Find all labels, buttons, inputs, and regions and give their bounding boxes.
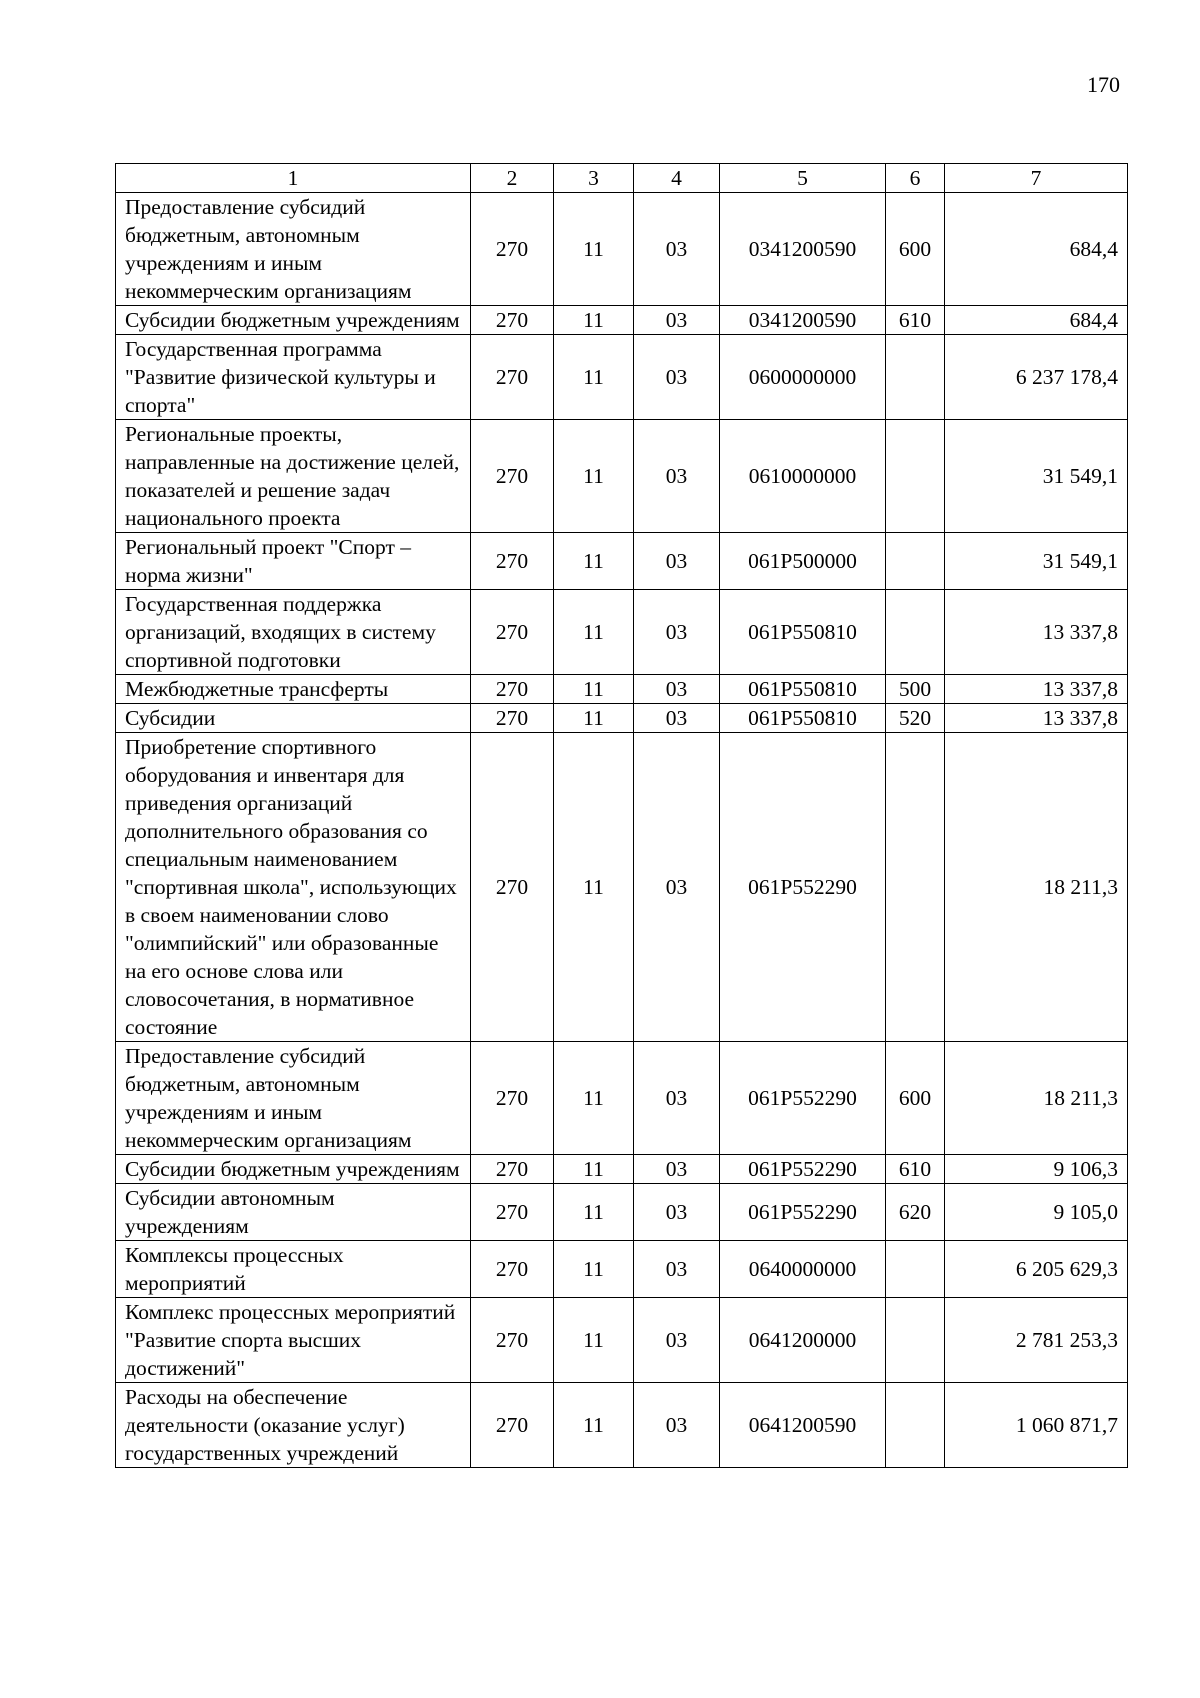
column-header: 2 (471, 164, 554, 193)
table-row (116, 1298, 1128, 1383)
subsection-code-cell: 03 (634, 335, 720, 420)
item-name-cell: Предоставление субсидий бюджетным, автономным учреждениям и иным некоммерческим организациям (116, 1042, 471, 1155)
chapter-code-cell: 11 (554, 1298, 634, 1383)
section-code-cell: 270 (471, 533, 554, 590)
chapter-code-cell: 11 (554, 533, 634, 590)
amount-cell: 684,4 (945, 306, 1128, 335)
expense-type-cell (886, 335, 945, 420)
target-item-cell: 0640000000 (720, 1241, 886, 1298)
expense-type-cell (886, 1383, 945, 1468)
target-item-cell: 061Р552290 (720, 1155, 886, 1184)
expense-type-cell: 610 (886, 1155, 945, 1184)
amount-cell: 9 105,0 (945, 1184, 1128, 1241)
table-row (116, 590, 1128, 675)
table-row (116, 1184, 1128, 1241)
section-code-cell: 270 (471, 335, 554, 420)
amount-cell: 9 106,3 (945, 1155, 1128, 1184)
column-header: 5 (720, 164, 886, 193)
table-row (116, 675, 1128, 704)
subsection-code-cell: 03 (634, 675, 720, 704)
item-name-cell: Предоставление субсидий бюджетным, автономным учреждениям и иным некоммерческим организациям (116, 193, 471, 306)
item-name-cell: Комплексы процессных мероприятий (116, 1241, 471, 1298)
item-name-cell: Государственная программа "Развитие физической культуры и спорта" (116, 335, 471, 420)
amount-cell: 6 237 178,4 (945, 335, 1128, 420)
item-name-cell: Расходы на обеспечение деятельности (оказание услуг) государственных учреждений (116, 1383, 471, 1468)
amount-cell: 2 781 253,3 (945, 1298, 1128, 1383)
chapter-code-cell: 11 (554, 704, 634, 733)
item-name-cell: Региональные проекты, направленные на достижение целей, показателей и решение задач национального проекта (116, 420, 471, 533)
section-code-cell: 270 (471, 590, 554, 675)
target-item-cell: 0341200590 (720, 193, 886, 306)
target-item-cell: 061Р500000 (720, 533, 886, 590)
table-row (116, 733, 1128, 1042)
chapter-code-cell: 11 (554, 335, 634, 420)
chapter-code-cell: 11 (554, 590, 634, 675)
table-row (116, 533, 1128, 590)
table-row (116, 335, 1128, 420)
section-code-cell: 270 (471, 704, 554, 733)
target-item-cell: 061Р550810 (720, 675, 886, 704)
subsection-code-cell: 03 (634, 733, 720, 1042)
expense-type-cell (886, 1241, 945, 1298)
subsection-code-cell: 03 (634, 704, 720, 733)
expense-type-cell: 500 (886, 675, 945, 704)
subsection-code-cell: 03 (634, 1042, 720, 1155)
target-item-cell: 061Р552290 (720, 1184, 886, 1241)
amount-cell: 1 060 871,7 (945, 1383, 1128, 1468)
item-name-cell: Субсидии бюджетным учреждениям (116, 1155, 471, 1184)
section-code-cell: 270 (471, 1241, 554, 1298)
chapter-code-cell: 11 (554, 306, 634, 335)
subsection-code-cell: 03 (634, 533, 720, 590)
subsection-code-cell: 03 (634, 1155, 720, 1184)
column-header: 4 (634, 164, 720, 193)
subsection-code-cell: 03 (634, 1184, 720, 1241)
amount-cell: 18 211,3 (945, 733, 1128, 1042)
item-name-cell: Субсидии автономным учреждениям (116, 1184, 471, 1241)
expense-type-cell (886, 533, 945, 590)
subsection-code-cell: 03 (634, 590, 720, 675)
expense-type-cell (886, 590, 945, 675)
item-name-cell: Межбюджетные трансферты (116, 675, 471, 704)
expense-type-cell: 620 (886, 1184, 945, 1241)
subsection-code-cell: 03 (634, 306, 720, 335)
chapter-code-cell: 11 (554, 1042, 634, 1155)
subsection-code-cell: 03 (634, 193, 720, 306)
item-name-cell: Приобретение спортивного оборудования и инвентаря для приведения организаций дополнительного образования со специальным наименованием "спортивная школа", использующих в своем наименовании слово "олимпийский" или образованные на его основе слова или словосочетания, в нормативное состояние (116, 733, 471, 1042)
amount-cell: 31 549,1 (945, 420, 1128, 533)
amount-cell: 13 337,8 (945, 704, 1128, 733)
column-header: 3 (554, 164, 634, 193)
table-row (116, 1241, 1128, 1298)
subsection-code-cell: 03 (634, 1241, 720, 1298)
target-item-cell: 061Р552290 (720, 1042, 886, 1155)
amount-cell: 6 205 629,3 (945, 1241, 1128, 1298)
table-row (116, 420, 1128, 533)
section-code-cell: 270 (471, 733, 554, 1042)
target-item-cell: 0600000000 (720, 335, 886, 420)
table-row (116, 1383, 1128, 1468)
column-header: 6 (886, 164, 945, 193)
section-code-cell: 270 (471, 1155, 554, 1184)
item-name-cell: Субсидии бюджетным учреждениям (116, 306, 471, 335)
page-number: 170 (1087, 72, 1120, 97)
table-header-row (116, 164, 1128, 193)
expense-type-cell: 520 (886, 704, 945, 733)
section-code-cell: 270 (471, 675, 554, 704)
expense-type-cell (886, 733, 945, 1042)
table-row (116, 193, 1128, 306)
column-header: 7 (945, 164, 1128, 193)
amount-cell: 31 549,1 (945, 533, 1128, 590)
section-code-cell: 270 (471, 1298, 554, 1383)
item-name-cell: Субсидии (116, 704, 471, 733)
chapter-code-cell: 11 (554, 420, 634, 533)
target-item-cell: 0610000000 (720, 420, 886, 533)
section-code-cell: 270 (471, 1042, 554, 1155)
expense-type-cell: 600 (886, 193, 945, 306)
table-row (116, 306, 1128, 335)
section-code-cell: 270 (471, 193, 554, 306)
chapter-code-cell: 11 (554, 1383, 634, 1468)
budget-table (115, 163, 1128, 1468)
chapter-code-cell: 11 (554, 733, 634, 1042)
expense-type-cell (886, 420, 945, 533)
expense-type-cell: 610 (886, 306, 945, 335)
amount-cell: 684,4 (945, 193, 1128, 306)
section-code-cell: 270 (471, 1184, 554, 1241)
table-row (116, 1042, 1128, 1155)
chapter-code-cell: 11 (554, 675, 634, 704)
expense-type-cell: 600 (886, 1042, 945, 1155)
target-item-cell: 061Р550810 (720, 590, 886, 675)
target-item-cell: 061Р552290 (720, 733, 886, 1042)
item-name-cell: Региональный проект "Спорт – норма жизни" (116, 533, 471, 590)
chapter-code-cell: 11 (554, 1241, 634, 1298)
amount-cell: 18 211,3 (945, 1042, 1128, 1155)
subsection-code-cell: 03 (634, 1298, 720, 1383)
item-name-cell: Комплекс процессных мероприятий "Развитие спорта высших достижений" (116, 1298, 471, 1383)
target-item-cell: 0341200590 (720, 306, 886, 335)
section-code-cell: 270 (471, 420, 554, 533)
item-name-cell: Государственная поддержка организаций, входящих в систему спортивной подготовки (116, 590, 471, 675)
chapter-code-cell: 11 (554, 1184, 634, 1241)
column-header: 1 (116, 164, 471, 193)
target-item-cell: 0641200000 (720, 1298, 886, 1383)
section-code-cell: 270 (471, 306, 554, 335)
target-item-cell: 0641200590 (720, 1383, 886, 1468)
target-item-cell: 061Р550810 (720, 704, 886, 733)
chapter-code-cell: 11 (554, 1155, 634, 1184)
table-row (116, 704, 1128, 733)
chapter-code-cell: 11 (554, 193, 634, 306)
section-code-cell: 270 (471, 1383, 554, 1468)
amount-cell: 13 337,8 (945, 675, 1128, 704)
subsection-code-cell: 03 (634, 420, 720, 533)
table-row (116, 1155, 1128, 1184)
amount-cell: 13 337,8 (945, 590, 1128, 675)
expense-type-cell (886, 1298, 945, 1383)
subsection-code-cell: 03 (634, 1383, 720, 1468)
